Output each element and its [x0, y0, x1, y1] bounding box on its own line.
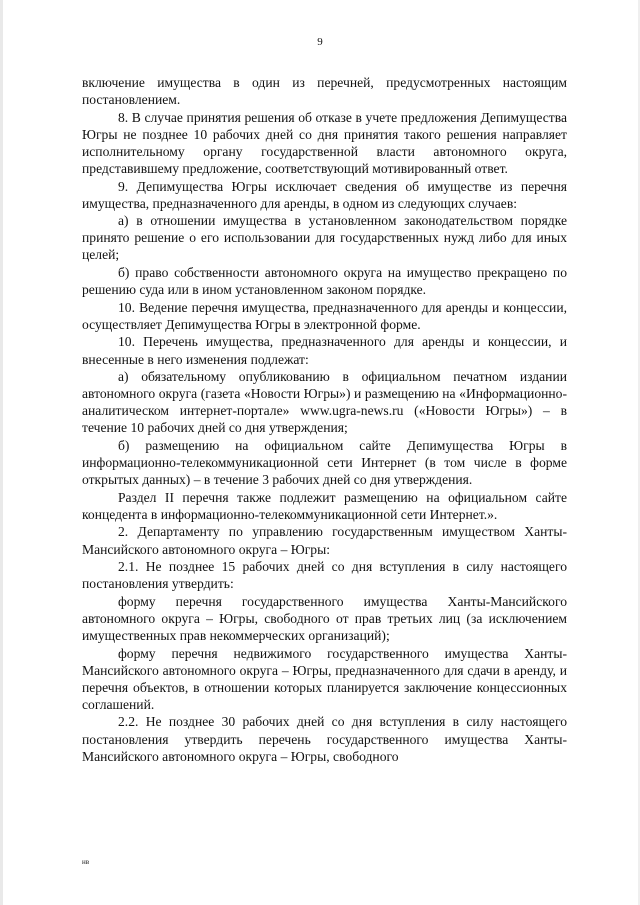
paragraph: 10. Перечень имущества, предназначенного для аренды и концессии, и внесенные в него изменения подлежат:	[82, 334, 567, 367]
paragraph: 2.1. Не позднее 15 рабочих дней со дня вступления в силу настоящего постановления утвердить:	[82, 559, 567, 592]
paragraph: а) обязательному опубликованию в официальном печатном издании автономного округа (газета «Новости Югры») и размещению на «Информационно-аналитическом интернет-портале» www.ugra-news.ru («Новости Югры») – в течение 10 рабочих дней со дня утверждения;	[82, 369, 567, 436]
paragraph: б) размещению на официальном сайте Депимущества Югры в информационно-телекоммуникационной сети Интернет (в том числе в форме открытых данных) – в течение 3 рабочих дней со дня утверждения.	[82, 437, 567, 488]
paragraph: а) в отношении имущества в установленном законодательством порядке принято решение о его использовании для государственных нужд либо для иных целей;	[82, 213, 567, 263]
paragraph: форму перечня недвижимого государственного имущества Ханты-Мансийского автономного округа – Югры, предназначенного для сдачи в аренду, и перечня объектов, в отношении которых планируется заключение концессионных соглашений.	[82, 645, 567, 712]
paragraph: 2.2. Не позднее 30 рабочих дней со дня вступления в силу настоящего постановления утвердить перечень государственного имущества Ханты-Мансийского автономного округа – Югры, свободного	[82, 714, 567, 764]
paragraph: 10. Ведение перечня имущества, предназначенного для аренды и концессии, осуществляет Депимущества Югры в электронной форме.	[82, 299, 567, 332]
paragraph: форму перечня государственного имущества Ханты-Мансийского автономного округа – Югры, свободного от прав третьих лиц (за исключением имущественных прав некоммерческих организаций);	[82, 593, 567, 643]
paragraph: 9. Депимущества Югры исключает сведения об имуществе из перечня имущества, предназначенного для аренды, в одном из следующих случаев:	[82, 178, 567, 211]
paragraph: 2. Департаменту по управлению государственным имуществом Ханты-Мансийского автономного округа – Югры:	[82, 524, 567, 557]
paragraph: Раздел II перечня также подлежит размещению на официальном сайте концедента в информационно-телекоммуникационной сети Интернет.».	[82, 489, 567, 522]
footer-mark: нв	[82, 858, 90, 866]
scan-edge-left	[0, 0, 3, 905]
page-number: 9	[317, 36, 323, 48]
paragraph: б) право собственности автономного округа на имущество прекращено по решению суда или в ином установленном законом порядке.	[82, 265, 567, 298]
paragraph: 8. В случае принятия решения об отказе в учете предложения Депимущества Югры не позднее 10 рабочих дней со дня принятия такого решения направляет исполнительному органу государственной власти автономного округа, представившему предложение, соответствующий мотивированный ответ.	[82, 109, 567, 176]
document-body	[82, 74, 567, 765]
paragraph: включение имущества в один из перечней, предусмотренных настоящим постановлением.	[82, 75, 567, 108]
